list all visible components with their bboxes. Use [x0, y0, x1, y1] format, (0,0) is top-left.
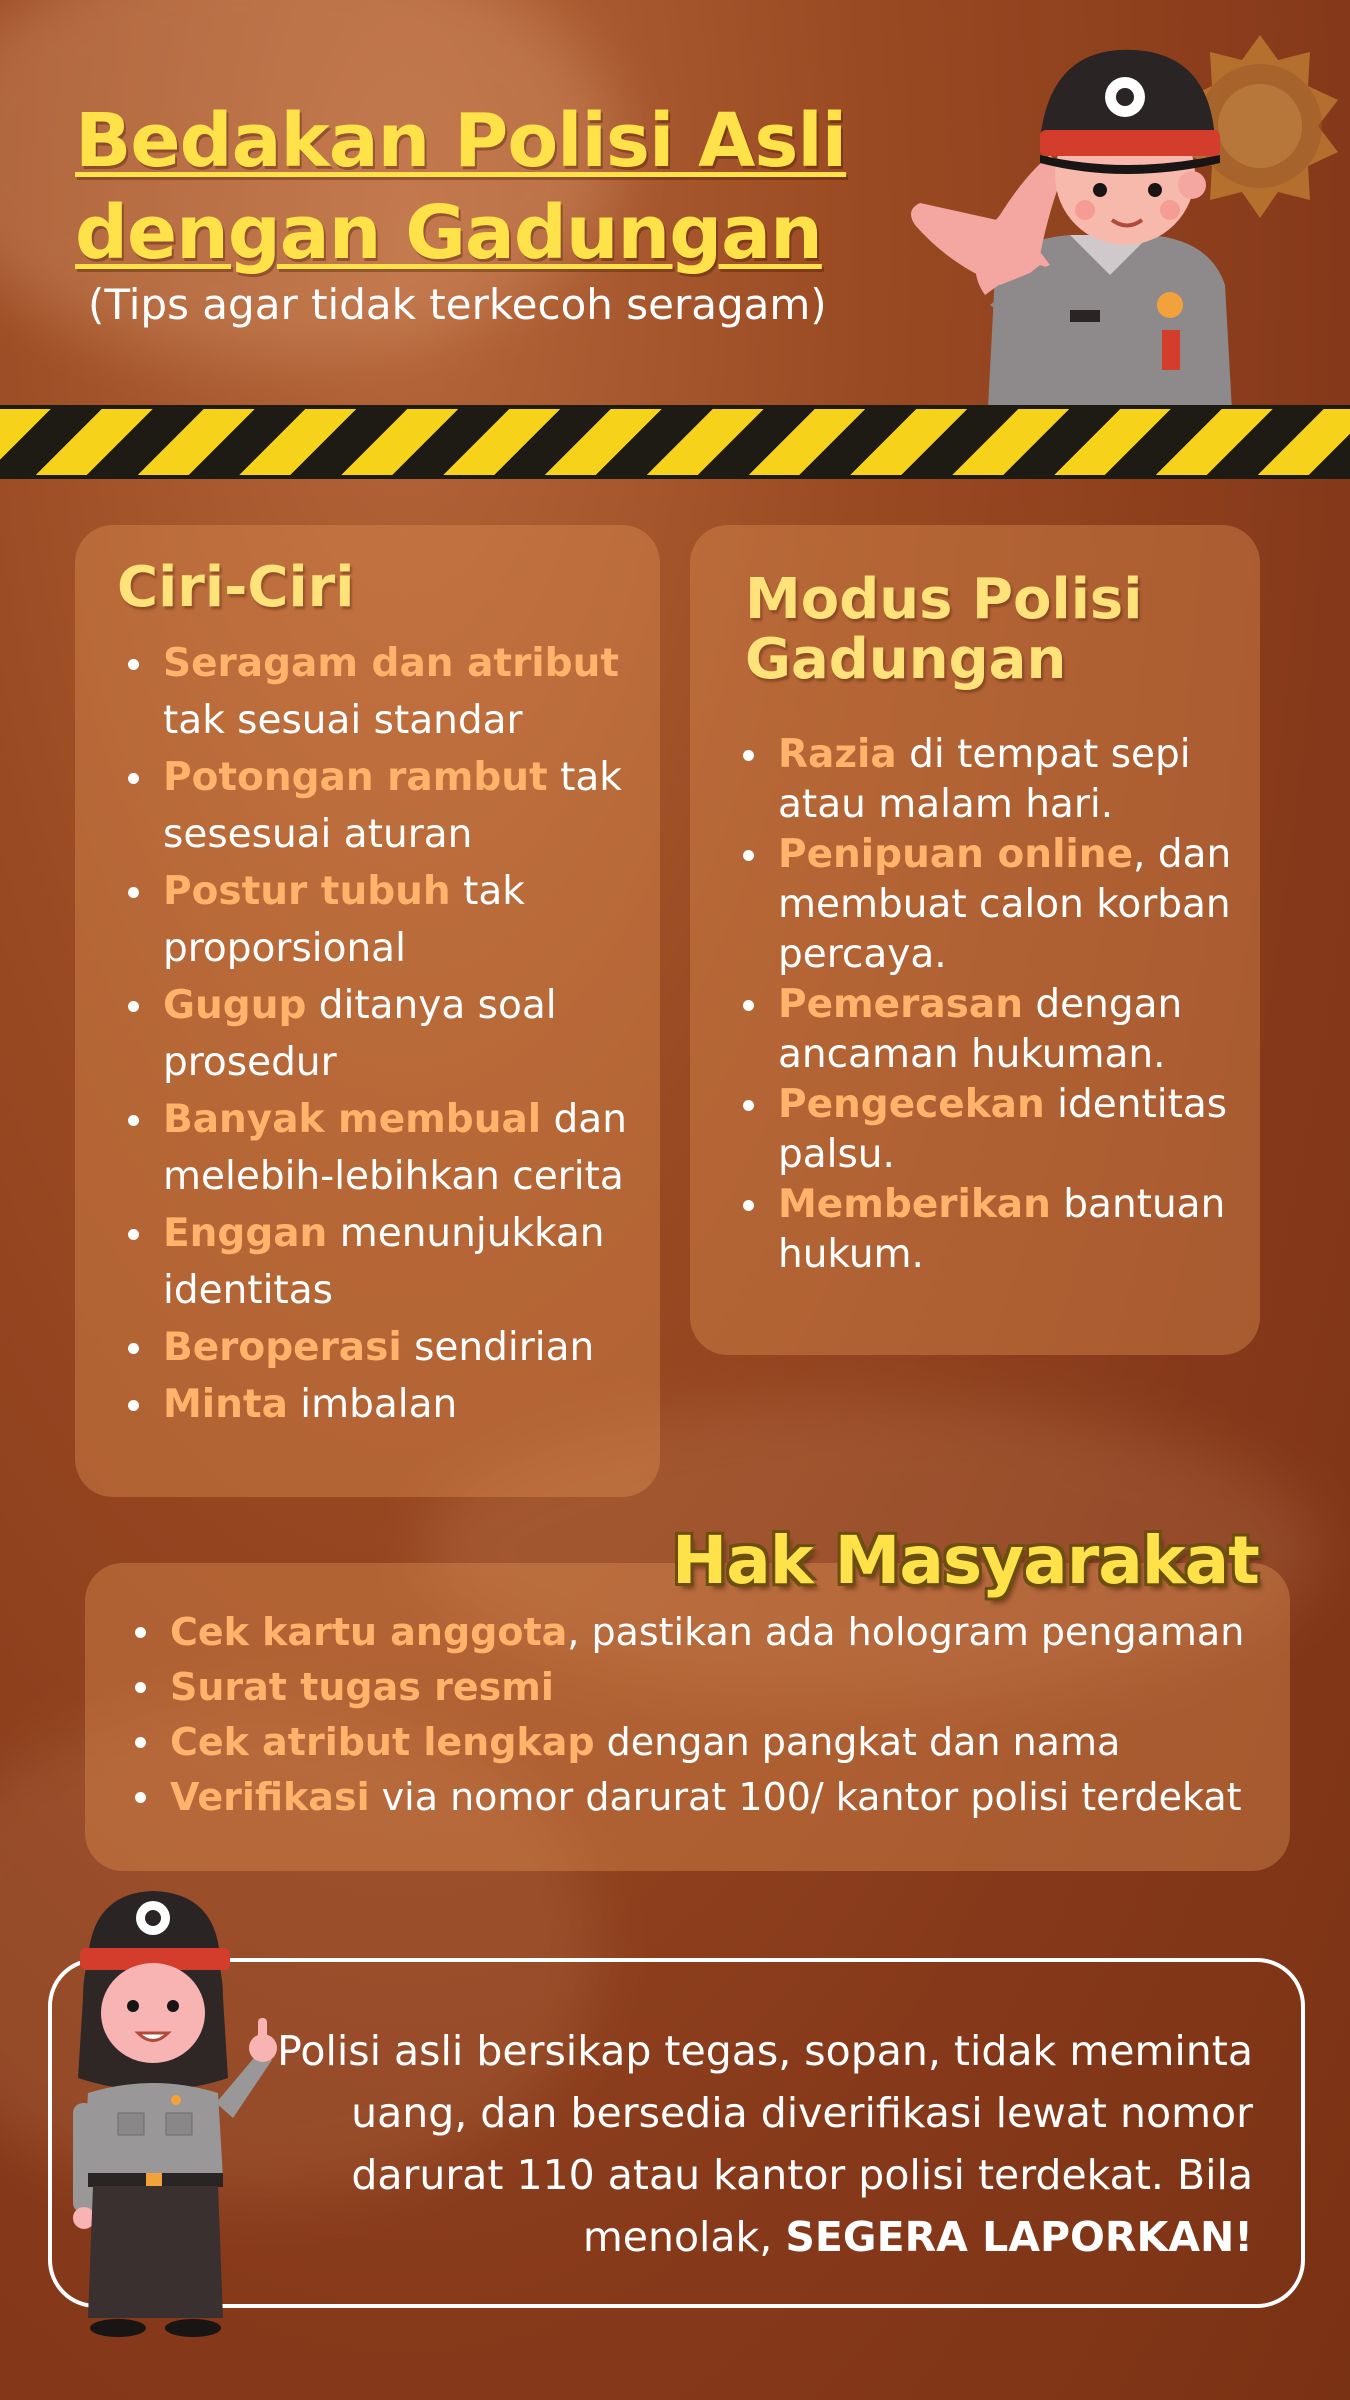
- list-item: Penipuan online, dan membuat calon korban percaya.: [723, 830, 1243, 980]
- list-item: Potongan rambut tak sesesuai aturan: [108, 749, 648, 863]
- page-subtitle: (Tips agar tidak terkecoh seragam): [88, 280, 827, 329]
- title-line-1: Bedakan Polisi Asli: [75, 98, 847, 184]
- list-item: Verifikasi via nomor darurat 100/ kantor polisi terdekat: [115, 1770, 1285, 1825]
- list-item: Memberikan bantuan hukum.: [723, 1180, 1243, 1280]
- closing-note-emphasis: SEGERA LAPORKAN!: [785, 2213, 1253, 2261]
- list-item: Minta imbalan: [108, 1376, 648, 1433]
- list-item: Beroperasi sendirian: [108, 1319, 648, 1376]
- modus-card: [690, 525, 1260, 1355]
- page-title: [75, 95, 935, 279]
- list-item: Banyak membual dan melebih-lebihkan cerita: [108, 1091, 648, 1205]
- list-item: Cek atribut lengkap dengan pangkat dan nama: [115, 1715, 1285, 1770]
- list-item: Enggan menunjukkan identitas: [108, 1205, 648, 1319]
- ciri-ciri-list: [108, 635, 648, 1433]
- male-officer-saluting-illustration: [900, 25, 1310, 465]
- caution-tape-divider: [0, 405, 1350, 479]
- list-item: Postur tubuh tak proporsional: [108, 863, 648, 977]
- list-item: Surat tugas resmi: [115, 1660, 1285, 1715]
- hak-masyarakat-list: [115, 1605, 1285, 1825]
- modus-title: Modus Polisi Gadungan: [745, 567, 1143, 692]
- list-item: Gugup ditanya soal prosedur: [108, 977, 648, 1091]
- hak-masyarakat-title: Hak Masyarakat: [672, 1522, 1259, 1599]
- list-item: Pengecekan identitas palsu.: [723, 1080, 1243, 1180]
- list-item: Pemerasan dengan ancaman hukuman.: [723, 980, 1243, 1080]
- modus-list: [723, 730, 1243, 1280]
- list-item: Cek kartu anggota, pastikan ada hologram pengaman: [115, 1605, 1285, 1660]
- title-line-2: dengan Gadungan: [75, 190, 822, 276]
- list-item: Razia di tempat sepi atau malam hari.: [723, 730, 1243, 830]
- ciri-ciri-card: [75, 525, 660, 1497]
- list-item: Seragam dan atribut tak sesuai standar: [108, 635, 648, 749]
- ciri-ciri-title: Ciri-Ciri: [117, 555, 355, 620]
- hak-masyarakat-card: [85, 1563, 1290, 1871]
- closing-note-text: Polisi asli bersikap tegas, sopan, tidak meminta uang, dan bersedia diverifikasi lewat nomor darurat 110 atau kantor polisi terdekat. Bila menolak, SEGERA LAPORKAN!: [277, 2027, 1253, 2261]
- female-officer-thumbs-up-illustration: [58, 1888, 288, 2338]
